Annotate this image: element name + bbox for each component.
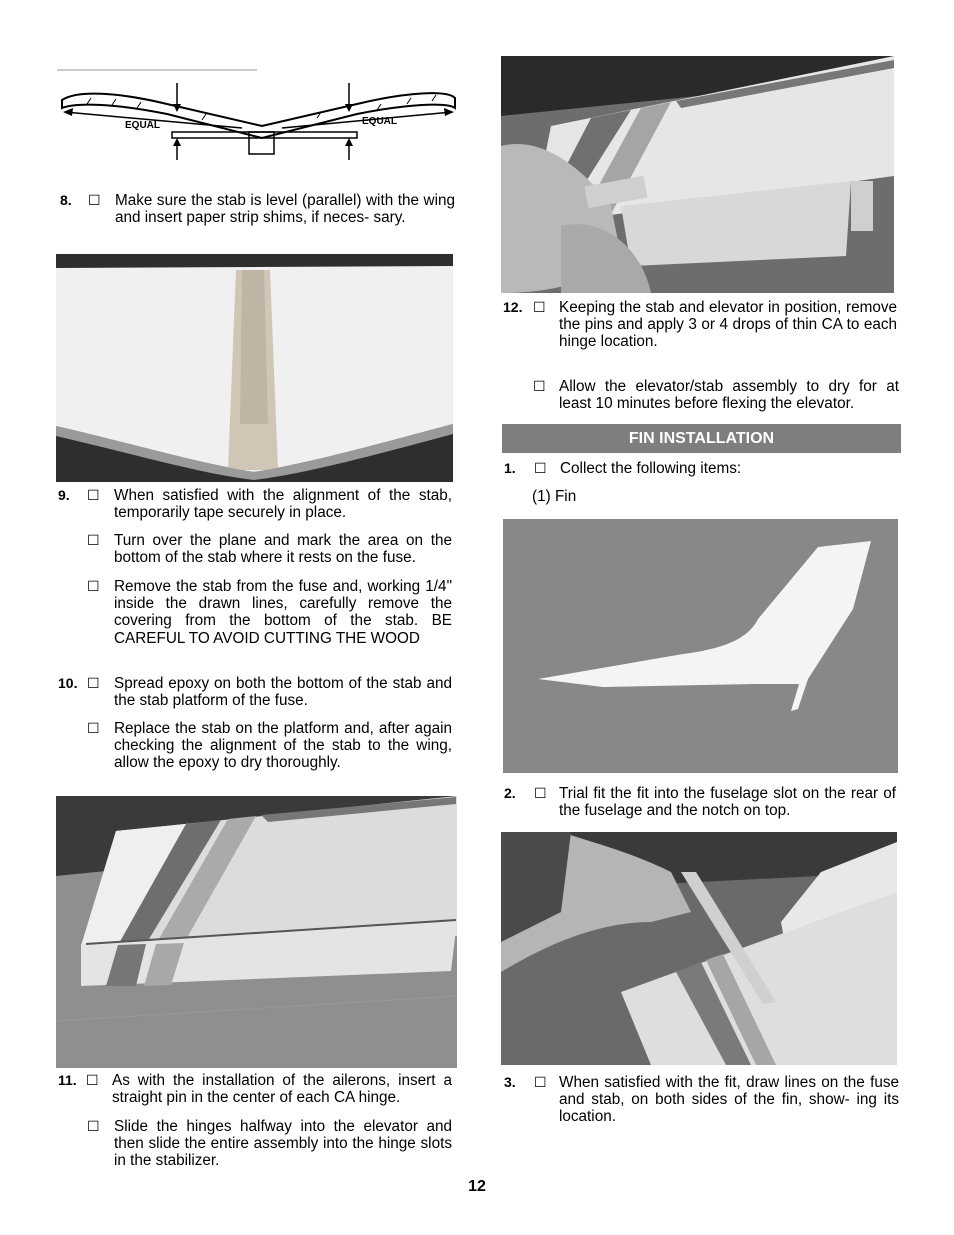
step-text: When satisfied with the alignment of the stab, temporarily tape securely in place. <box>114 487 452 522</box>
step-number: 2. <box>504 785 516 801</box>
checkbox[interactable]: ☐ <box>86 1072 99 1088</box>
checkbox[interactable]: ☐ <box>87 532 100 548</box>
checkbox[interactable]: ☐ <box>87 675 100 691</box>
photo-stab-elevator-hinges <box>56 796 457 1068</box>
step-text: Spread epoxy on both the bottom of the stab and the stab platform of the fuse. <box>114 675 452 710</box>
step-10-sub-1 <box>58 720 456 774</box>
equal-label-right: EQUAL <box>362 116 397 127</box>
fin-step-2 <box>504 785 900 821</box>
fin-step-3 <box>504 1074 900 1128</box>
step-text: Collect the following items: <box>560 460 742 477</box>
step-12 <box>503 299 899 353</box>
section-heading-fin-installation: FIN INSTALLATION <box>502 424 901 453</box>
step-12-sub-1 <box>503 378 899 414</box>
checkbox[interactable]: ☐ <box>534 785 547 801</box>
photo-marking-fin-location <box>501 832 897 1065</box>
step-number: 1. <box>504 460 516 476</box>
step-number: 3. <box>504 1074 516 1090</box>
step-text: Slide the hinges halfway into the elevator and then slide the entire assembly into the hinge slots in the stabilizer. <box>114 1118 452 1170</box>
step-number: 10. <box>58 675 78 691</box>
step-number: 9. <box>58 487 70 503</box>
step-text: Replace the stab on the platform and, after again checking the alignment of the stab to the wing, allow the epoxy to dry thoroughly. <box>114 720 452 772</box>
page-number: 12 <box>468 1178 486 1195</box>
step-9-sub-1 <box>58 532 456 568</box>
step-11-sub-1 <box>58 1118 456 1172</box>
checkbox[interactable]: ☐ <box>534 460 547 476</box>
step-text: As with the installation of the ailerons, insert a straight pin in the center of each CA hinge. <box>112 1072 452 1107</box>
step-9 <box>58 487 456 523</box>
checkbox[interactable]: ☐ <box>533 299 546 315</box>
checkbox[interactable]: ☐ <box>534 1074 547 1090</box>
step-text: Keeping the stab and elevator in position, remove the pins and apply 3 or 4 drops of thin CA to each hinge location. <box>559 299 897 351</box>
step-11 <box>58 1072 456 1108</box>
checkbox[interactable]: ☐ <box>87 720 100 736</box>
step-number: 12. <box>503 299 523 315</box>
checkbox[interactable]: ☐ <box>533 378 546 394</box>
photo-stab-bottom <box>56 254 453 482</box>
checkbox[interactable]: ☐ <box>87 1118 100 1134</box>
step-text: Make sure the stab is level (parallel) with the wing and insert paper strip shims, if neces- sary. <box>115 192 455 227</box>
step-text: Allow the elevator/stab assembly to dry for at least 10 minutes before flexing the elevator. <box>559 378 899 413</box>
stab-alignment-diagram <box>57 68 458 168</box>
fin-step-1 <box>504 460 900 478</box>
step-8 <box>58 192 456 244</box>
photo-applying-ca <box>501 56 894 293</box>
step-text: When satisfied with the fit, draw lines on the fuse and stab, on both sides of the fin, show- ing its location. <box>559 1074 899 1126</box>
step-9-sub-2 <box>58 578 456 666</box>
checkbox[interactable]: ☐ <box>88 192 101 208</box>
checkbox[interactable]: ☐ <box>87 578 100 594</box>
checkbox[interactable]: ☐ <box>87 487 100 503</box>
step-number: 8. <box>60 192 72 208</box>
step-number: 11. <box>58 1072 77 1088</box>
step-10 <box>58 675 456 711</box>
step-text: Turn over the plane and mark the area on the bottom of the stab where it rests on the fuse. <box>114 532 452 567</box>
step-text: Trial fit the fit into the fuselage slot on the rear of the fuselage and the notch on top. <box>559 785 896 820</box>
photo-fin <box>503 519 898 773</box>
fin-item-list: (1) Fin <box>532 488 577 505</box>
step-text: Remove the stab from the fuse and, working 1/4" inside the drawn lines, carefully remove the covering from the bottom of the stab. BE CAREFUL TO AVOID CUTTING THE WOOD <box>114 578 452 647</box>
equal-label-left: EQUAL <box>125 120 160 131</box>
